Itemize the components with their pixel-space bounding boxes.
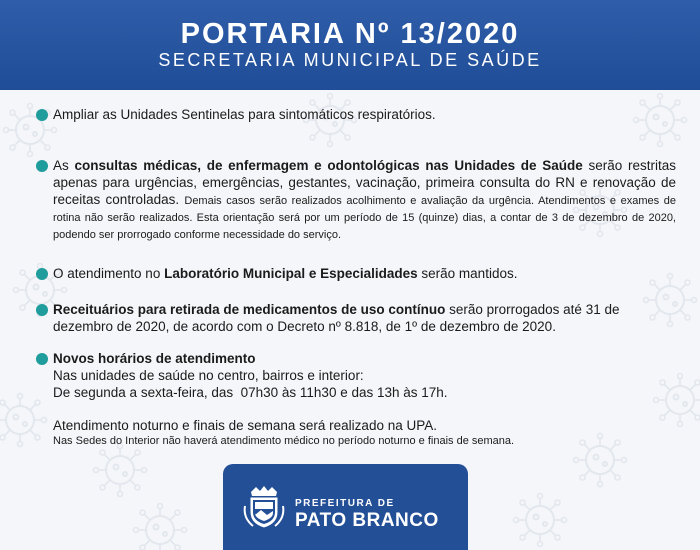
item-text: [53, 350, 676, 448]
item-text-bold: consultas médicas, de enfermagem e odontológicas nas Unidades de Saúde: [74, 158, 583, 173]
item-line-1: Nas unidades de saúde no centro, bairros e interior:: [53, 368, 364, 383]
pato-branco-label: PATO BRANCO: [295, 510, 439, 531]
bullet-icon: [36, 353, 48, 365]
list-item: [36, 157, 676, 242]
list-item: [36, 301, 676, 335]
bullet-icon: [36, 160, 48, 172]
bullet-icon: [36, 109, 48, 121]
list-item: [36, 350, 676, 448]
item-text-bold: Novos horários de atendimento: [53, 351, 256, 366]
item-text-small: Nas Sedes do Interior não haverá atendimento médico no período noturno e finais de semana.: [53, 435, 515, 447]
footer-logo: [223, 464, 468, 550]
page-title: PORTARIA Nº 13/2020: [180, 18, 520, 50]
item-text-pre: As: [53, 158, 75, 173]
prefeitura-label: PREFEITURA DE: [295, 498, 395, 509]
item-line-2: De segunda a sexta-feira, das 07h30 às 11h30 e das 13h às 17h.: [53, 385, 448, 400]
item-text-pre: O atendimento no: [53, 266, 165, 281]
item-text-small: Demais casos serão realizados acolhimento e avaliação da urgência. Atendimentos e exames de rotina não serão realizados. Esta orientação será por um período de 15 (quinze) dias, a contar de 3 de dezembro de 2020, podendo ser prorrogado conforme necessidade do serviço.: [53, 195, 676, 241]
item-line-3: Atendimento noturno e finais de semana será realizado na UPA.: [53, 418, 437, 433]
page-subtitle: SECRETARIA MUNICIPAL DE SAÚDE: [158, 50, 542, 70]
item-text-post: serão restritas apenas para urgências, emergências, gestantes, vacinação, primeira consulta do RN e renovação de receitas controladas.: [53, 158, 676, 207]
item-text-bold: Laboratório Municipal e Especialidades: [164, 266, 418, 281]
coat-of-arms-icon: [243, 484, 285, 530]
bullet-icon: [36, 304, 48, 316]
item-text: [53, 301, 676, 335]
bullet-icon: [36, 268, 48, 280]
list-item: [36, 106, 676, 123]
item-text-post: serão prorrogados até 31 de dezembro de 2020, de acordo com o Decreto nº 8.818, de 1º de dezembro de 2020.: [53, 302, 620, 334]
item-text: [53, 265, 676, 282]
item-text-bold: Receituários para retirada de medicamentos de uso contínuo: [53, 302, 446, 317]
list-item: [36, 265, 676, 282]
item-text: [53, 157, 676, 242]
item-text-post: serão mantidos.: [417, 266, 518, 281]
item-text: Ampliar as Unidades Sentinelas para sintomáticos respiratórios.: [53, 107, 436, 122]
